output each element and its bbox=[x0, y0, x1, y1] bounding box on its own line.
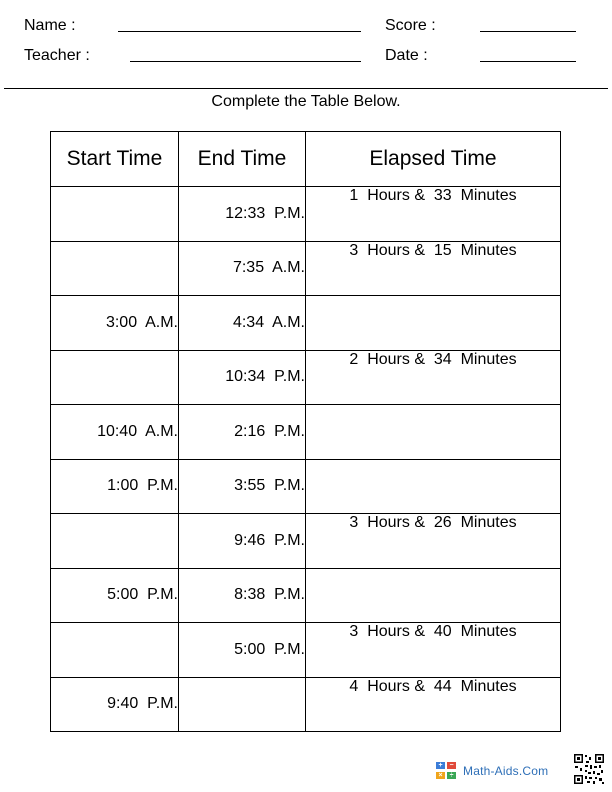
header-start-time: Start Time bbox=[51, 132, 179, 187]
elapsed-time-cell[interactable] bbox=[306, 459, 561, 514]
elapsed-time-table bbox=[50, 131, 561, 732]
table-row bbox=[51, 568, 561, 623]
table-row bbox=[51, 459, 561, 514]
end-time-cell: 10:34 P.M. bbox=[179, 350, 306, 405]
name-field-line[interactable] bbox=[118, 31, 361, 32]
date-field-line[interactable] bbox=[480, 61, 576, 62]
end-time-cell: 7:35 A.M. bbox=[179, 241, 306, 296]
start-time-cell: 1:00 P.M. bbox=[51, 459, 179, 514]
elapsed-time-cell[interactable] bbox=[306, 568, 561, 623]
table-row bbox=[51, 350, 561, 405]
calculator-icon: + − × ÷ bbox=[436, 762, 458, 780]
name-label: Name : bbox=[24, 17, 76, 34]
end-time-cell: 9:46 P.M. bbox=[179, 514, 306, 569]
start-time-cell: 3:00 A.M. bbox=[51, 296, 179, 351]
header-end-time: End Time bbox=[179, 132, 306, 187]
end-time-cell: 4:34 A.M. bbox=[179, 296, 306, 351]
site-name: Math-Aids.Com bbox=[463, 764, 549, 778]
score-field-line[interactable] bbox=[480, 31, 576, 32]
table-row bbox=[51, 514, 561, 569]
start-time-cell: 10:40 A.M. bbox=[51, 405, 179, 460]
end-time-cell[interactable] bbox=[179, 677, 306, 732]
start-time-cell[interactable] bbox=[51, 350, 179, 405]
table-row bbox=[51, 296, 561, 351]
start-time-cell[interactable] bbox=[51, 241, 179, 296]
header-divider bbox=[4, 88, 608, 89]
teacher-label: Teacher : bbox=[24, 47, 90, 64]
end-time-cell: 3:55 P.M. bbox=[179, 459, 306, 514]
start-time-cell[interactable] bbox=[51, 623, 179, 678]
start-time-cell: 5:00 P.M. bbox=[51, 568, 179, 623]
elapsed-time-cell: 3 Hours & 40 Minutes bbox=[306, 623, 561, 678]
qr-code-icon bbox=[573, 753, 605, 785]
elapsed-time-cell[interactable] bbox=[306, 296, 561, 351]
end-time-cell: 8:38 P.M. bbox=[179, 568, 306, 623]
table-row bbox=[51, 405, 561, 460]
elapsed-time-cell[interactable] bbox=[306, 405, 561, 460]
start-time-cell: 9:40 P.M. bbox=[51, 677, 179, 732]
end-time-cell: 12:33 P.M. bbox=[179, 187, 306, 242]
date-label: Date : bbox=[385, 47, 428, 64]
math-aids-logo[interactable] bbox=[436, 761, 548, 781]
elapsed-time-cell: 4 Hours & 44 Minutes bbox=[306, 677, 561, 732]
table-row bbox=[51, 241, 561, 296]
start-time-cell[interactable] bbox=[51, 514, 179, 569]
table-row bbox=[51, 623, 561, 678]
elapsed-time-cell: 3 Hours & 26 Minutes bbox=[306, 514, 561, 569]
header-elapsed-time: Elapsed Time bbox=[306, 132, 561, 187]
teacher-field-line[interactable] bbox=[130, 61, 361, 62]
elapsed-time-cell: 3 Hours & 15 Minutes bbox=[306, 241, 561, 296]
table-row bbox=[51, 677, 561, 732]
table-header-row bbox=[51, 132, 561, 187]
elapsed-time-cell: 2 Hours & 34 Minutes bbox=[306, 350, 561, 405]
score-label: Score : bbox=[385, 17, 436, 34]
table-row bbox=[51, 187, 561, 242]
elapsed-time-cell: 1 Hours & 33 Minutes bbox=[306, 187, 561, 242]
end-time-cell: 5:00 P.M. bbox=[179, 623, 306, 678]
start-time-cell[interactable] bbox=[51, 187, 179, 242]
instructions: Complete the Table Below. bbox=[211, 93, 401, 110]
end-time-cell: 2:16 P.M. bbox=[179, 405, 306, 460]
